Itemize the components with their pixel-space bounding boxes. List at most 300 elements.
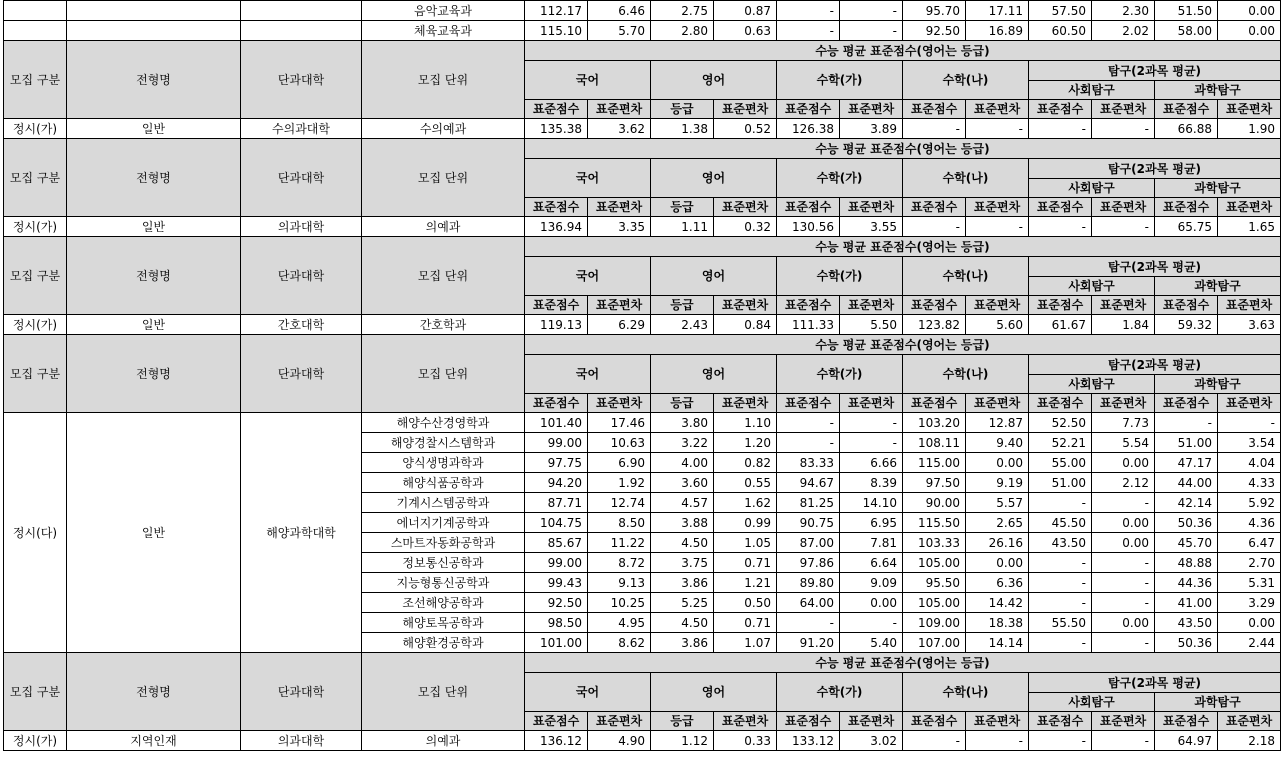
score-cell: 44.00 [1155, 473, 1218, 493]
score-cell: 17.46 [588, 413, 651, 433]
score-cell: 91.20 [777, 633, 840, 653]
score-cell: 0.55 [714, 473, 777, 493]
unit-cell: 해양수산경영학과 [362, 413, 525, 433]
header-english: 영어 [651, 159, 777, 198]
score-cell: 2.70 [1218, 553, 1281, 573]
score-cell: 14.10 [840, 493, 903, 513]
score-cell: - [1092, 119, 1155, 139]
score-cell: 4.04 [1218, 453, 1281, 473]
score-cell: - [777, 413, 840, 433]
admission-score-table [3, 0, 1281, 751]
score-cell: - [777, 21, 840, 41]
subheader-std-score: 표준점수 [1155, 100, 1218, 119]
subheader-std-score: 표준점수 [1029, 712, 1092, 731]
header-admission-name: 전형명 [67, 653, 241, 731]
header-admission-name: 전형명 [67, 41, 241, 119]
subheader-std-score: 표준점수 [525, 100, 588, 119]
subheader-std-score: 표준점수 [903, 712, 966, 731]
score-cell: 119.13 [525, 315, 588, 335]
subheader-std-dev: 표준편차 [966, 712, 1029, 731]
unit-cell: 스마트자동화공학과 [362, 533, 525, 553]
header-recruit-type: 모집 구분 [4, 139, 67, 217]
score-cell: - [1155, 413, 1218, 433]
score-cell: 2.44 [1218, 633, 1281, 653]
empty-cell [4, 21, 67, 41]
subheader-std-dev: 표준편차 [1092, 394, 1155, 413]
score-cell: 45.70 [1155, 533, 1218, 553]
score-cell: 0.00 [1092, 613, 1155, 633]
score-cell: 6.64 [840, 553, 903, 573]
recruit-type-cell: 정시(가) [4, 731, 67, 751]
table-row [4, 41, 1281, 61]
score-cell: 11.22 [588, 533, 651, 553]
score-cell: 126.38 [777, 119, 840, 139]
score-cell: 4.50 [651, 533, 714, 553]
score-cell: 130.56 [777, 217, 840, 237]
header-math-na: 수학(나) [903, 159, 1029, 198]
subheader-std-dev: 표준편차 [588, 198, 651, 217]
table-row [4, 413, 1281, 433]
header-social: 사회탐구 [1029, 81, 1155, 100]
score-cell: 97.75 [525, 453, 588, 473]
score-cell: 112.17 [525, 1, 588, 21]
header-admission-name: 전형명 [67, 335, 241, 413]
score-cell: 90.00 [903, 493, 966, 513]
header-science: 과학탐구 [1155, 81, 1281, 100]
header-english: 영어 [651, 673, 777, 712]
college-cell: 간호대학 [241, 315, 362, 335]
score-cell: 51.00 [1029, 473, 1092, 493]
subheader-std-score: 표준점수 [525, 198, 588, 217]
subheader-std-score: 표준점수 [903, 296, 966, 315]
unit-cell: 음악교육과 [362, 1, 525, 21]
score-cell: 64.00 [777, 593, 840, 613]
score-cell: 47.17 [1155, 453, 1218, 473]
subheader-std-dev: 표준편차 [714, 712, 777, 731]
score-cell: 85.67 [525, 533, 588, 553]
score-cell: 1.62 [714, 493, 777, 513]
score-cell: 6.36 [966, 573, 1029, 593]
header-math-na: 수학(나) [903, 257, 1029, 296]
unit-cell: 간호학과 [362, 315, 525, 335]
header-college: 단과대학 [241, 237, 362, 315]
header-math-ga: 수학(가) [777, 159, 903, 198]
subheader-std-score: 표준점수 [777, 712, 840, 731]
score-cell: 59.32 [1155, 315, 1218, 335]
score-cell: 136.94 [525, 217, 588, 237]
header-suneung: 수능 평균 표준점수(영어는 등급) [525, 139, 1281, 159]
score-cell: 4.90 [588, 731, 651, 751]
header-math-ga: 수학(가) [777, 355, 903, 394]
score-cell: 5.50 [840, 315, 903, 335]
score-cell: 9.19 [966, 473, 1029, 493]
subheader-std-dev: 표준편차 [840, 712, 903, 731]
score-cell: 3.89 [840, 119, 903, 139]
score-cell: - [966, 731, 1029, 751]
score-cell: - [1092, 731, 1155, 751]
score-cell: 108.11 [903, 433, 966, 453]
table-row [4, 217, 1281, 237]
score-cell: 52.21 [1029, 433, 1092, 453]
score-cell: 1.20 [714, 433, 777, 453]
score-cell: 44.36 [1155, 573, 1218, 593]
admission-name-cell: 일반 [67, 315, 241, 335]
score-cell: 2.02 [1092, 21, 1155, 41]
score-cell: 0.00 [966, 453, 1029, 473]
score-cell: 18.38 [966, 613, 1029, 633]
score-cell: 4.95 [588, 613, 651, 633]
score-cell: 55.50 [1029, 613, 1092, 633]
subheader-std-dev: 표준편차 [714, 394, 777, 413]
score-cell: 98.50 [525, 613, 588, 633]
header-inquiry: 탐구(2과목 평균) [1029, 257, 1281, 277]
empty-cell [241, 1, 362, 21]
score-cell: 65.75 [1155, 217, 1218, 237]
admission-name-cell: 일반 [67, 217, 241, 237]
college-cell: 의과대학 [241, 217, 362, 237]
score-cell: 3.62 [588, 119, 651, 139]
score-cell: 0.00 [1218, 1, 1281, 21]
score-cell: 1.92 [588, 473, 651, 493]
score-cell: 5.40 [840, 633, 903, 653]
subheader-std-score: 표준점수 [525, 296, 588, 315]
score-cell: 3.54 [1218, 433, 1281, 453]
score-cell: 99.00 [525, 553, 588, 573]
score-cell: 2.80 [651, 21, 714, 41]
score-cell: 0.71 [714, 553, 777, 573]
score-cell: 101.00 [525, 633, 588, 653]
score-cell: 3.86 [651, 633, 714, 653]
subheader-grade: 등급 [651, 712, 714, 731]
subheader-std-dev: 표준편차 [966, 394, 1029, 413]
subheader-std-score: 표준점수 [1029, 394, 1092, 413]
header-unit: 모집 단위 [362, 237, 525, 315]
score-cell: - [1092, 493, 1155, 513]
score-cell: 4.36 [1218, 513, 1281, 533]
score-cell: - [1029, 731, 1092, 751]
admission-name-cell: 일반 [67, 413, 241, 653]
score-cell: 1.84 [1092, 315, 1155, 335]
score-cell: 1.12 [651, 731, 714, 751]
score-cell: 1.11 [651, 217, 714, 237]
score-cell: 2.18 [1218, 731, 1281, 751]
score-cell: - [1029, 119, 1092, 139]
table-row [4, 315, 1281, 335]
score-cell: 0.00 [840, 593, 903, 613]
score-cell: 136.12 [525, 731, 588, 751]
score-cell: - [1029, 573, 1092, 593]
score-cell: 9.09 [840, 573, 903, 593]
score-cell: - [966, 217, 1029, 237]
subheader-std-dev: 표준편차 [588, 296, 651, 315]
score-cell: 0.00 [1092, 533, 1155, 553]
score-cell: 4.50 [651, 613, 714, 633]
subheader-std-dev: 표준편차 [1092, 712, 1155, 731]
subheader-grade: 등급 [651, 100, 714, 119]
header-math-ga: 수학(가) [777, 257, 903, 296]
score-cell: - [840, 21, 903, 41]
score-cell: 87.00 [777, 533, 840, 553]
score-cell: 1.90 [1218, 119, 1281, 139]
score-cell: 94.20 [525, 473, 588, 493]
score-cell: 101.40 [525, 413, 588, 433]
score-cell: - [1029, 217, 1092, 237]
score-cell: 64.97 [1155, 731, 1218, 751]
subheader-std-score: 표준점수 [777, 198, 840, 217]
score-cell: 3.55 [840, 217, 903, 237]
score-cell: - [1092, 633, 1155, 653]
college-cell: 해양과학대학 [241, 413, 362, 653]
score-cell: 6.95 [840, 513, 903, 533]
subheader-std-score: 표준점수 [903, 198, 966, 217]
score-cell: 48.88 [1155, 553, 1218, 573]
score-cell: 95.70 [903, 1, 966, 21]
unit-cell: 양식생명과학과 [362, 453, 525, 473]
score-cell: 115.50 [903, 513, 966, 533]
score-cell: - [777, 433, 840, 453]
recruit-type-cell: 정시(가) [4, 315, 67, 335]
score-cell: 17.11 [966, 1, 1029, 21]
subheader-std-dev: 표준편차 [840, 198, 903, 217]
score-cell: 123.82 [903, 315, 966, 335]
header-recruit-type: 모집 구분 [4, 653, 67, 731]
score-cell: - [1092, 217, 1155, 237]
score-cell: 6.90 [588, 453, 651, 473]
header-suneung: 수능 평균 표준점수(영어는 등급) [525, 335, 1281, 355]
unit-cell: 의예과 [362, 217, 525, 237]
subheader-std-dev: 표준편차 [714, 296, 777, 315]
table-row [4, 731, 1281, 751]
score-cell: 94.67 [777, 473, 840, 493]
header-math-na: 수학(나) [903, 673, 1029, 712]
header-college: 단과대학 [241, 335, 362, 413]
subheader-std-dev: 표준편차 [1092, 296, 1155, 315]
header-korean: 국어 [525, 257, 651, 296]
score-cell: 3.29 [1218, 593, 1281, 613]
score-cell: 14.14 [966, 633, 1029, 653]
header-science: 과학탐구 [1155, 375, 1281, 394]
score-cell: - [777, 1, 840, 21]
subheader-std-score: 표준점수 [1029, 198, 1092, 217]
unit-cell: 해양경찰시스템학과 [362, 433, 525, 453]
score-cell: 3.80 [651, 413, 714, 433]
header-suneung: 수능 평균 표준점수(영어는 등급) [525, 653, 1281, 673]
header-unit: 모집 단위 [362, 335, 525, 413]
subheader-std-dev: 표준편차 [1218, 100, 1281, 119]
unit-cell: 조선해양공학과 [362, 593, 525, 613]
subheader-std-score: 표준점수 [1155, 712, 1218, 731]
score-cell: 42.14 [1155, 493, 1218, 513]
score-cell: 0.32 [714, 217, 777, 237]
subheader-std-score: 표준점수 [777, 296, 840, 315]
score-cell: 99.43 [525, 573, 588, 593]
subheader-std-dev: 표준편차 [1092, 100, 1155, 119]
header-english: 영어 [651, 61, 777, 100]
score-cell: 43.50 [1155, 613, 1218, 633]
score-cell: - [840, 613, 903, 633]
subheader-std-dev: 표준편차 [714, 100, 777, 119]
score-cell: 0.63 [714, 21, 777, 41]
subheader-std-dev: 표준편차 [840, 296, 903, 315]
subheader-grade: 등급 [651, 394, 714, 413]
score-cell: 89.80 [777, 573, 840, 593]
score-cell: 99.00 [525, 433, 588, 453]
unit-cell: 체육교육과 [362, 21, 525, 41]
header-inquiry: 탐구(2과목 평균) [1029, 673, 1281, 693]
subheader-grade: 등급 [651, 296, 714, 315]
score-cell: 0.33 [714, 731, 777, 751]
score-cell: 0.99 [714, 513, 777, 533]
header-unit: 모집 단위 [362, 41, 525, 119]
score-cell: 61.67 [1029, 315, 1092, 335]
subheader-std-score: 표준점수 [1029, 100, 1092, 119]
header-recruit-type: 모집 구분 [4, 41, 67, 119]
score-cell: 41.00 [1155, 593, 1218, 613]
header-science: 과학탐구 [1155, 179, 1281, 198]
subheader-std-score: 표준점수 [903, 100, 966, 119]
score-cell: 1.05 [714, 533, 777, 553]
score-cell: 5.57 [966, 493, 1029, 513]
subheader-std-score: 표준점수 [777, 100, 840, 119]
subheader-std-dev: 표준편차 [588, 100, 651, 119]
score-cell: 58.00 [1155, 21, 1218, 41]
score-cell: 3.60 [651, 473, 714, 493]
empty-cell [241, 21, 362, 41]
score-cell: 133.12 [777, 731, 840, 751]
header-korean: 국어 [525, 61, 651, 100]
header-math-ga: 수학(가) [777, 673, 903, 712]
unit-cell: 해양토목공학과 [362, 613, 525, 633]
subheader-std-score: 표준점수 [525, 394, 588, 413]
subheader-std-score: 표준점수 [903, 394, 966, 413]
score-cell: 97.50 [903, 473, 966, 493]
header-unit: 모집 단위 [362, 653, 525, 731]
unit-cell: 기계시스템공학과 [362, 493, 525, 513]
score-cell: 115.10 [525, 21, 588, 41]
score-cell: 95.50 [903, 573, 966, 593]
unit-cell: 지능형통신공학과 [362, 573, 525, 593]
header-recruit-type: 모집 구분 [4, 335, 67, 413]
subheader-std-dev: 표준편차 [966, 296, 1029, 315]
score-cell: 0.00 [1092, 453, 1155, 473]
header-recruit-type: 모집 구분 [4, 237, 67, 315]
score-cell: 135.38 [525, 119, 588, 139]
score-cell: 83.33 [777, 453, 840, 473]
table-row [4, 335, 1281, 355]
score-cell: 109.00 [903, 613, 966, 633]
score-cell: 4.33 [1218, 473, 1281, 493]
score-cell: 1.38 [651, 119, 714, 139]
header-social: 사회탐구 [1029, 277, 1155, 296]
header-suneung: 수능 평균 표준점수(영어는 등급) [525, 41, 1281, 61]
score-cell: 0.50 [714, 593, 777, 613]
header-math-na: 수학(나) [903, 61, 1029, 100]
header-science: 과학탐구 [1155, 693, 1281, 712]
header-inquiry: 탐구(2과목 평균) [1029, 61, 1281, 81]
score-cell: 45.50 [1029, 513, 1092, 533]
college-cell: 의과대학 [241, 731, 362, 751]
score-cell: 0.84 [714, 315, 777, 335]
score-cell: - [1029, 493, 1092, 513]
score-cell: 92.50 [525, 593, 588, 613]
score-cell: - [903, 119, 966, 139]
header-social: 사회탐구 [1029, 693, 1155, 712]
score-cell: 12.87 [966, 413, 1029, 433]
subheader-std-dev: 표준편차 [966, 198, 1029, 217]
score-cell: - [777, 613, 840, 633]
header-suneung: 수능 평균 표준점수(영어는 등급) [525, 237, 1281, 257]
score-cell: 1.10 [714, 413, 777, 433]
score-cell: 5.25 [651, 593, 714, 613]
score-cell: 107.00 [903, 633, 966, 653]
score-cell: - [1029, 553, 1092, 573]
score-cell: 43.50 [1029, 533, 1092, 553]
score-cell: 10.63 [588, 433, 651, 453]
admission-name-cell: 지역인재 [67, 731, 241, 751]
recruit-type-cell: 정시(가) [4, 119, 67, 139]
score-cell: 97.86 [777, 553, 840, 573]
score-cell: 0.87 [714, 1, 777, 21]
score-cell: - [840, 1, 903, 21]
score-cell: 6.46 [588, 1, 651, 21]
table-row [4, 1, 1281, 21]
score-cell: - [1092, 573, 1155, 593]
subheader-std-dev: 표준편차 [966, 100, 1029, 119]
empty-cell [67, 1, 241, 21]
unit-cell: 정보통신공학과 [362, 553, 525, 573]
score-cell: - [1092, 593, 1155, 613]
header-college: 단과대학 [241, 139, 362, 217]
score-cell: 8.72 [588, 553, 651, 573]
subheader-std-score: 표준점수 [1155, 296, 1218, 315]
score-cell: 55.00 [1029, 453, 1092, 473]
score-cell: - [1029, 593, 1092, 613]
score-cell: - [903, 731, 966, 751]
score-cell: 9.13 [588, 573, 651, 593]
score-cell: 3.88 [651, 513, 714, 533]
score-cell: 90.75 [777, 513, 840, 533]
score-cell: 8.39 [840, 473, 903, 493]
subheader-std-dev: 표준편차 [588, 394, 651, 413]
score-cell: 8.62 [588, 633, 651, 653]
score-cell: 0.00 [966, 553, 1029, 573]
subheader-std-dev: 표준편차 [1218, 198, 1281, 217]
score-cell: 103.33 [903, 533, 966, 553]
score-cell: 2.75 [651, 1, 714, 21]
score-cell: 105.00 [903, 553, 966, 573]
header-science: 과학탐구 [1155, 277, 1281, 296]
score-cell: 0.71 [714, 613, 777, 633]
subheader-std-dev: 표준편차 [1218, 296, 1281, 315]
score-cell: 16.89 [966, 21, 1029, 41]
table-row [4, 119, 1281, 139]
score-cell: - [903, 217, 966, 237]
header-math-ga: 수학(가) [777, 61, 903, 100]
score-cell: 3.22 [651, 433, 714, 453]
score-cell: - [1092, 553, 1155, 573]
unit-cell: 에너지기계공학과 [362, 513, 525, 533]
score-cell: 1.65 [1218, 217, 1281, 237]
score-cell: 6.66 [840, 453, 903, 473]
score-cell: 1.07 [714, 633, 777, 653]
score-cell: 92.50 [903, 21, 966, 41]
score-cell: 10.25 [588, 593, 651, 613]
score-cell: 5.92 [1218, 493, 1281, 513]
score-cell: 3.75 [651, 553, 714, 573]
score-cell: 103.20 [903, 413, 966, 433]
score-cell: 3.63 [1218, 315, 1281, 335]
header-english: 영어 [651, 355, 777, 394]
